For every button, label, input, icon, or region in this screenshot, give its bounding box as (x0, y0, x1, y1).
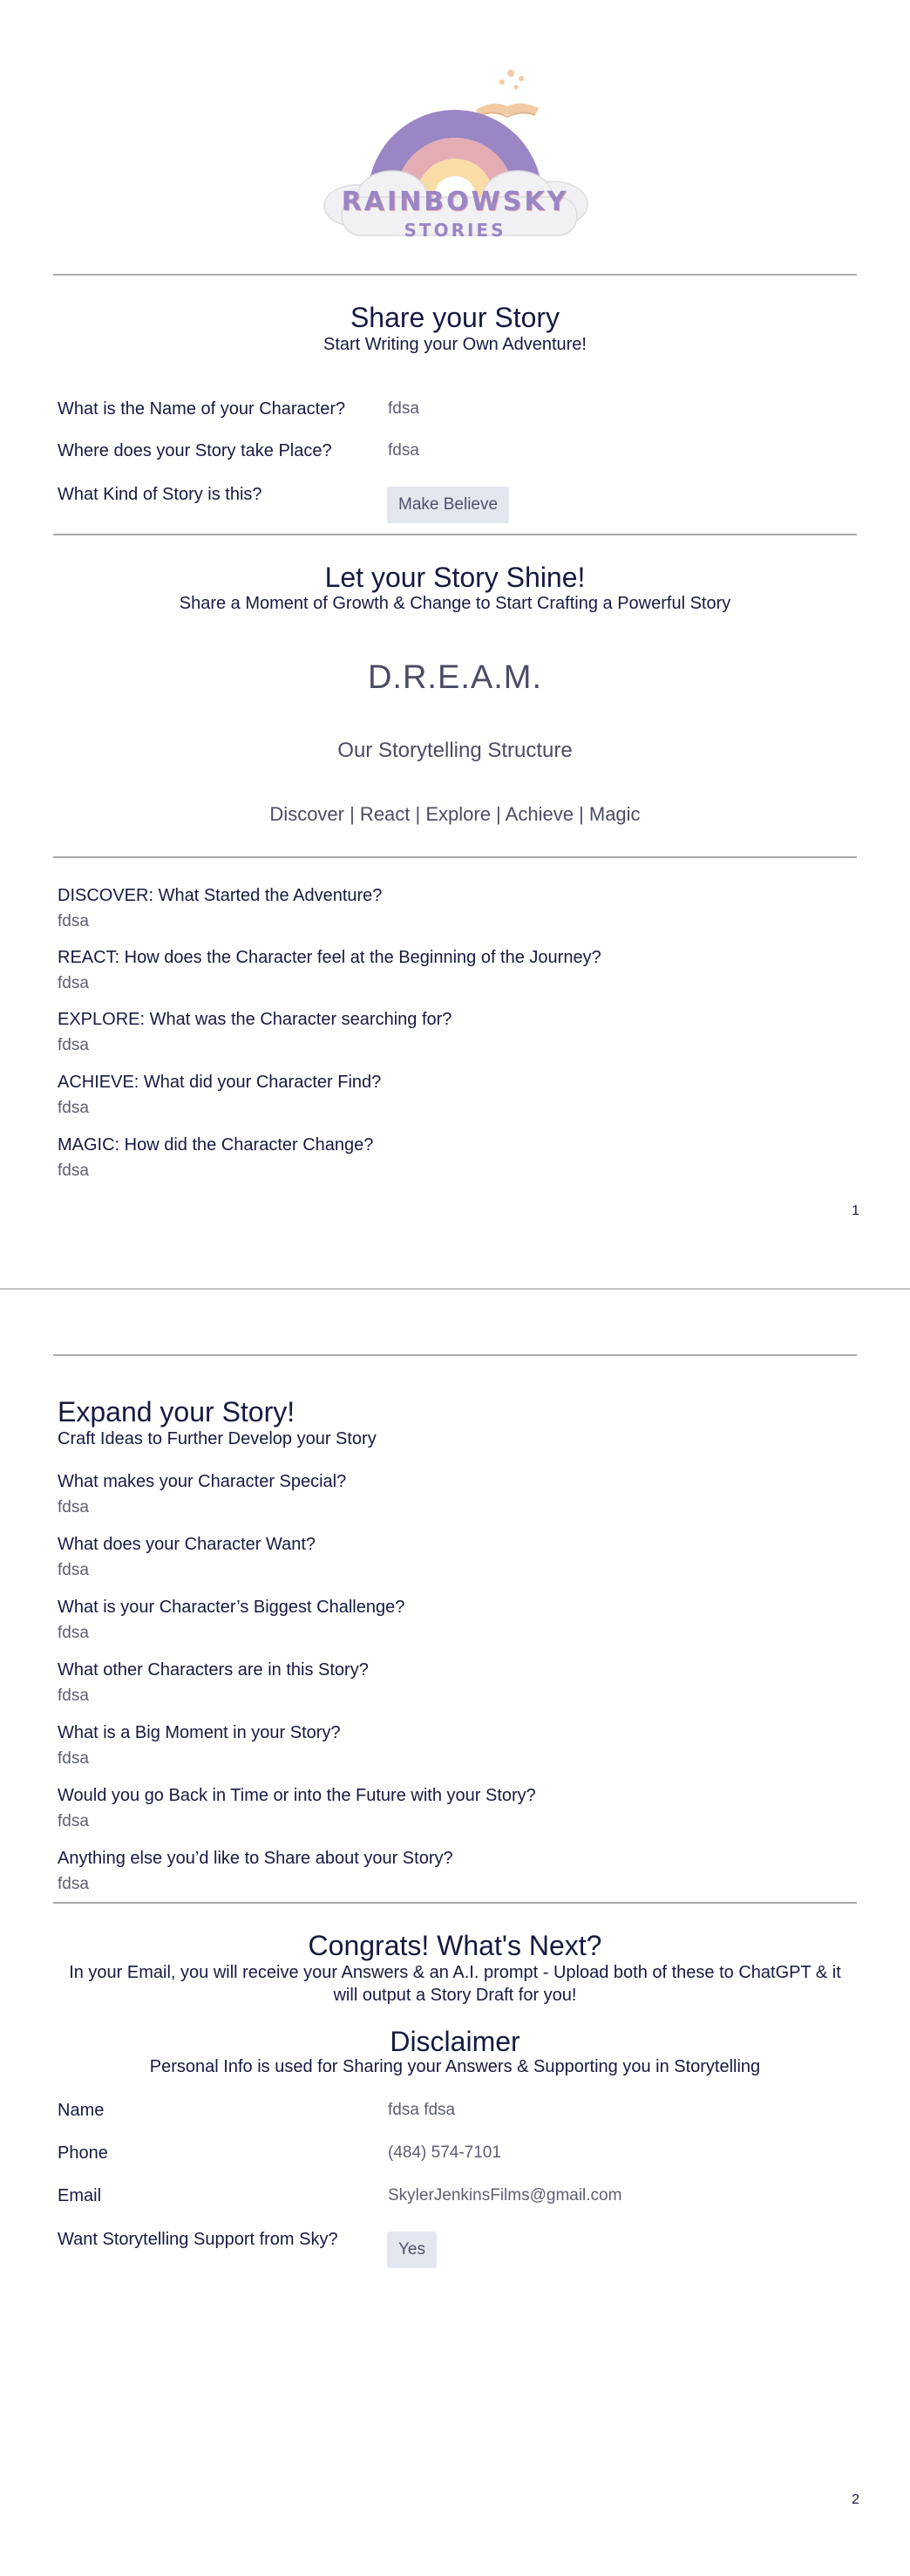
page-2 (0, 1288, 910, 2576)
explore-question: EXPLORE: What was the Character searching for? (58, 1010, 452, 1029)
email-value[interactable]: SkylerJenkinsFilms@gmail.com (388, 2186, 622, 2205)
character-name-value[interactable]: fdsa (388, 399, 419, 418)
explore-answer[interactable]: fdsa (58, 1036, 89, 1054)
story-place-label: Where does your Story take Place? (58, 441, 332, 460)
rainbowsky-logo (316, 66, 594, 249)
discover-question: DISCOVER: What Started the Adventure? (58, 886, 383, 905)
shine-title: Let your Story Shine! (324, 562, 586, 593)
divider (53, 1354, 857, 1356)
dream-title: D.R.E.A.M. (367, 659, 543, 696)
disclaimer-text: Personal Info is used for Sharing your Answers & Supporting you in Storytelling (149, 2057, 761, 2076)
share-title: Share your Story (350, 302, 560, 333)
expand-title: Expand your Story! (58, 1396, 295, 1428)
dream-list: Discover | React | Explore | Achieve | Magic (269, 803, 641, 825)
magic-answer[interactable]: fdsa (58, 1162, 89, 1180)
support-label: Want Storytelling Support from Sky? (58, 2230, 338, 2249)
react-question: REACT: How does the Character feel at the Beginning of the Journey? (58, 948, 601, 967)
divider (53, 856, 857, 858)
big-moment-answer[interactable]: fdsa (58, 1749, 89, 1768)
email-label: Email (58, 2186, 102, 2205)
dream-subtitle: Our Storytelling Structure (337, 739, 573, 762)
time-travel-question: Would you go Back in Time or into the Future with your Story? (58, 1786, 536, 1805)
story-kind-label: What Kind of Story is this? (58, 485, 262, 504)
share-subtitle: Start Writing your Own Adventure! (323, 335, 587, 354)
react-answer[interactable]: fdsa (58, 974, 89, 992)
challenge-answer[interactable]: fdsa (58, 1624, 89, 1642)
achieve-question: ACHIEVE: What did your Character Find? (58, 1073, 382, 1092)
anything-else-question: Anything else you’d like to Share about your Story? (58, 1849, 453, 1868)
big-moment-question: What is a Big Moment in your Story? (58, 1723, 341, 1742)
time-travel-answer[interactable]: fdsa (58, 1812, 89, 1830)
special-answer[interactable]: fdsa (58, 1498, 89, 1516)
challenge-question: What is your Character’s Biggest Challenge? (58, 1598, 405, 1617)
magic-question: MAGIC: How did the Character Change? (58, 1135, 374, 1155)
other-characters-answer[interactable]: fdsa (58, 1687, 89, 1705)
achieve-answer[interactable]: fdsa (58, 1099, 89, 1117)
discover-answer[interactable]: fdsa (58, 912, 89, 930)
divider (53, 1902, 857, 1904)
expand-subtitle: Craft Ideas to Further Develop your Story (58, 1429, 377, 1448)
page-number: 2 (852, 2492, 859, 2507)
phone-value[interactable]: (484) 574-7101 (388, 2143, 501, 2162)
name-value[interactable]: fdsa fdsa (388, 2101, 456, 2119)
character-name-label: What is the Name of your Character? (58, 399, 346, 419)
want-answer[interactable]: fdsa (58, 1561, 89, 1579)
page-number: 1 (852, 1203, 859, 1218)
shine-subtitle: Share a Moment of Growth & Change to Start Crafting a Powerful Story (179, 594, 731, 613)
story-kind-chip[interactable]: Make Believe (387, 487, 509, 523)
story-place-value[interactable]: fdsa (388, 441, 419, 460)
other-characters-question: What other Characters are in this Story? (58, 1660, 369, 1680)
divider (53, 534, 857, 535)
divider (53, 274, 857, 276)
logo-title: RAINBOWSKY (341, 187, 569, 217)
phone-label: Phone (58, 2143, 108, 2163)
want-question: What does your Character Want? (58, 1535, 316, 1554)
name-label: Name (58, 2101, 105, 2120)
special-question: What makes your Character Special? (58, 1472, 347, 1491)
logo-subtitle: STORIES (404, 220, 506, 241)
disclaimer-title: Disclaimer (390, 2026, 520, 2057)
anything-else-answer[interactable]: fdsa (58, 1875, 89, 1893)
congrats-text: In your Email, you will receive your Answers & an A.I. prompt - Upload both of these to ChatGPT & it will output a Story Draft for you! (69, 1963, 841, 2005)
congrats-title: Congrats! What's Next? (308, 1930, 602, 1961)
support-chip[interactable]: Yes (387, 2232, 437, 2268)
